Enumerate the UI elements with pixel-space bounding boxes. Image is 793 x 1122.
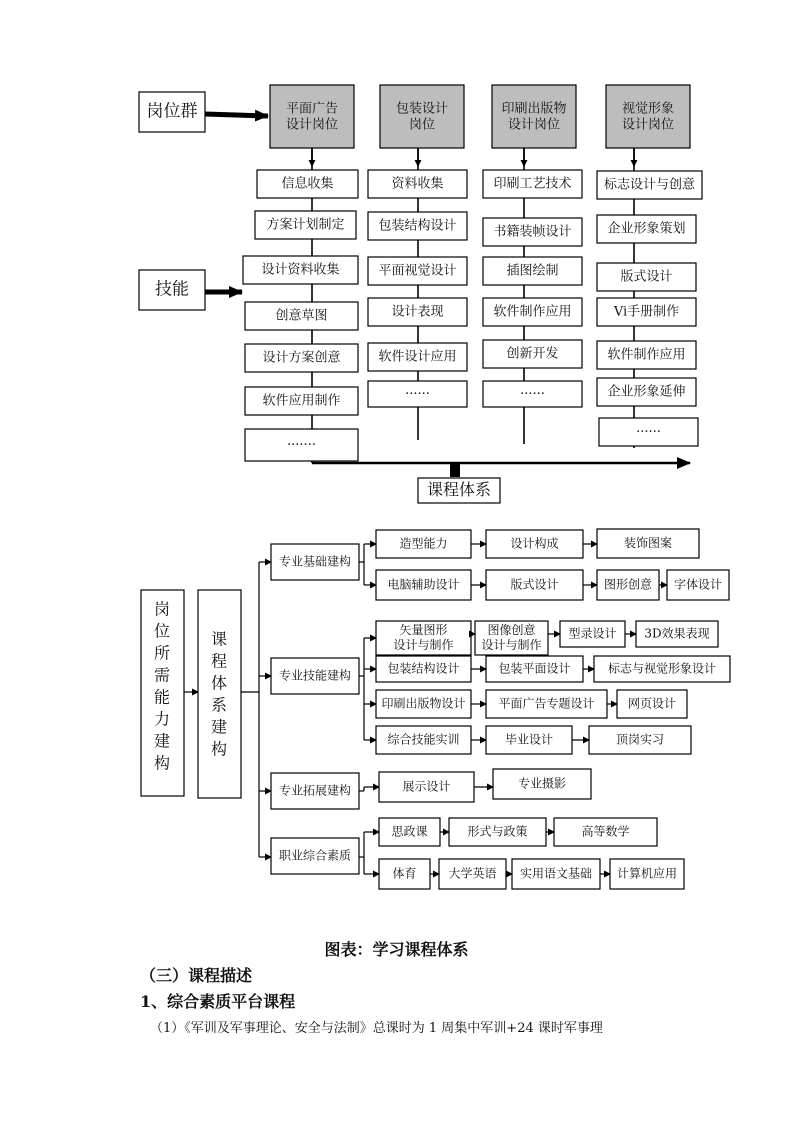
skill-box-label: 印刷工艺技术	[493, 176, 572, 192]
branch-box-4-label: 职业综合素质	[278, 848, 352, 863]
root-box-char: 构	[153, 753, 171, 773]
figure-caption: 图表：学习课程体系	[324, 940, 469, 959]
job-header-box-3	[492, 85, 576, 148]
course-box-label: 综合技能实训	[387, 732, 460, 747]
course-box-label: 顶岗实习	[615, 732, 665, 747]
course-box-label: 思政课	[391, 824, 428, 839]
job-header-box-2	[380, 85, 464, 148]
course-box-label: 型录设计	[568, 626, 617, 641]
course-box-label: 实用语文基础	[519, 866, 593, 881]
branch-box-1-label: 专业基础建构	[278, 554, 352, 569]
course-system-box-label: 课程体系	[426, 480, 492, 499]
root-box-char: 力	[153, 709, 171, 729]
course-box-label: 图像创意	[487, 623, 536, 637]
skill-box-label: 软件应用制作	[262, 393, 341, 409]
branch-box-3-label: 专业拓展建构	[278, 783, 352, 798]
subsection-heading: 1、综合素质平台课程	[140, 992, 296, 1011]
course-box-label: 造型能力	[399, 536, 448, 551]
course-box-label: 大学英语	[448, 866, 497, 881]
skill-box-label: 标志设计与创意	[603, 177, 696, 193]
skill-box-label: ·······	[287, 437, 316, 453]
branch-box-2-label: 专业技能建构	[278, 668, 352, 683]
body-paragraph: （1）《军训及军事理论、安全与法制》总课时为 1 周集中军训+24 课时军事理	[150, 1021, 603, 1036]
course-box-label: 形式与政策	[467, 824, 528, 839]
root-box-char: 位	[153, 621, 171, 641]
skill-box-label: 书籍装帧设计	[493, 224, 572, 240]
job-header-label-1: 平面广告	[285, 101, 339, 117]
course-box-label: 装饰图案	[623, 536, 673, 550]
mid-box-char: 课	[210, 629, 228, 649]
skill-box-label: 包装结构设计	[378, 218, 457, 234]
course-box-label: 网页设计	[627, 696, 677, 711]
mid-box-char: 构	[210, 739, 228, 759]
skill-box-label: 软件制作应用	[493, 304, 572, 320]
skill-box-label: 设计表现	[391, 304, 444, 320]
course-box-label: 专业摄影	[517, 776, 567, 791]
job-header-label-4: 视觉形象	[621, 101, 675, 117]
mid-box-char: 程	[210, 651, 228, 671]
mid-box-char: 系	[210, 695, 228, 715]
skill-box-label: Vi手册制作	[613, 304, 680, 320]
section-heading: （三）课程描述	[140, 966, 253, 985]
skill-box-label: 版式设计	[620, 269, 673, 285]
skill-box-label: 软件设计应用	[378, 349, 457, 365]
course-box-label: 矢量图形	[399, 623, 448, 637]
course-box-label: 电脑辅助设计	[387, 577, 460, 592]
skill-box-label: ······	[520, 386, 545, 402]
course-box-label: 高等数学	[581, 824, 630, 839]
skill-box-label: 企业形象延伸	[607, 384, 686, 400]
collect-stem	[450, 463, 460, 477]
mid-box-char: 建	[210, 717, 228, 737]
skill-box-label: 方案计划制定	[266, 217, 345, 233]
group-arrow	[205, 114, 268, 116]
skill-box-label: ······	[405, 386, 430, 402]
skill-box-label: 资料收集	[391, 176, 444, 192]
course-box-label: 图形创意	[603, 577, 653, 592]
skill-box-label: 设计方案创意	[262, 350, 341, 366]
job-header-label-2: 包装设计	[395, 101, 449, 117]
mid-box-char: 体	[210, 673, 228, 693]
mid-box	[198, 590, 241, 798]
course-box-label: 包装结构设计	[387, 661, 460, 676]
course-box-label: 字体设计	[673, 577, 723, 592]
skill-box-label: 企业形象策划	[607, 221, 686, 237]
job-header-label-3: 设计岗位	[507, 117, 561, 133]
job-header-box-1	[270, 85, 354, 148]
course-box-label: 版式设计	[510, 577, 559, 592]
job-header-label-2: 岗位	[408, 117, 436, 133]
course-box-label: 毕业设计	[504, 732, 554, 747]
skill-box-label: 软件制作应用	[607, 347, 686, 363]
skill-box-label: 插图绘制	[506, 263, 559, 279]
skill-box-label: ······	[636, 424, 661, 440]
skill-box-label: 信息收集	[281, 176, 334, 192]
root-box-char: 所	[153, 643, 171, 663]
root-box-char: 建	[153, 731, 171, 751]
course-box-label: 设计与制作	[393, 638, 454, 652]
course-box-label: 标志与视觉形象设计	[607, 661, 717, 676]
course-box-label: 计算机应用	[616, 866, 678, 881]
course-box-label: 3D效果表现	[644, 626, 710, 641]
root-box-char: 需	[153, 665, 171, 685]
skill-box-label: 平面视觉设计	[378, 263, 457, 279]
root-box-char: 岗	[153, 599, 171, 619]
course-box-label: 设计构成	[510, 536, 559, 551]
job-header-label-1: 设计岗位	[285, 117, 339, 133]
job-header-label-3: 印刷出版物	[501, 101, 567, 117]
skill-box-label: 创新开发	[506, 346, 559, 362]
course-box-label: 体育	[392, 866, 417, 881]
group-box-label: 岗位群	[146, 101, 198, 122]
job-header-box-4	[606, 85, 690, 148]
course-box-label: 包装平面设计	[498, 661, 571, 676]
course-box-label: 印刷出版物设计	[381, 696, 466, 711]
job-header-label-4: 设计岗位	[621, 117, 675, 133]
skills-box-label: 技能	[155, 279, 189, 300]
skill-box-label: 创意草图	[275, 308, 328, 324]
course-box-label: 平面广告专题设计	[498, 696, 595, 711]
course-box-label: 展示设计	[402, 779, 451, 794]
root-box-char: 能	[153, 687, 171, 707]
course-box-label: 设计与制作	[481, 638, 542, 652]
skill-box-label: 设计资料收集	[261, 262, 340, 278]
